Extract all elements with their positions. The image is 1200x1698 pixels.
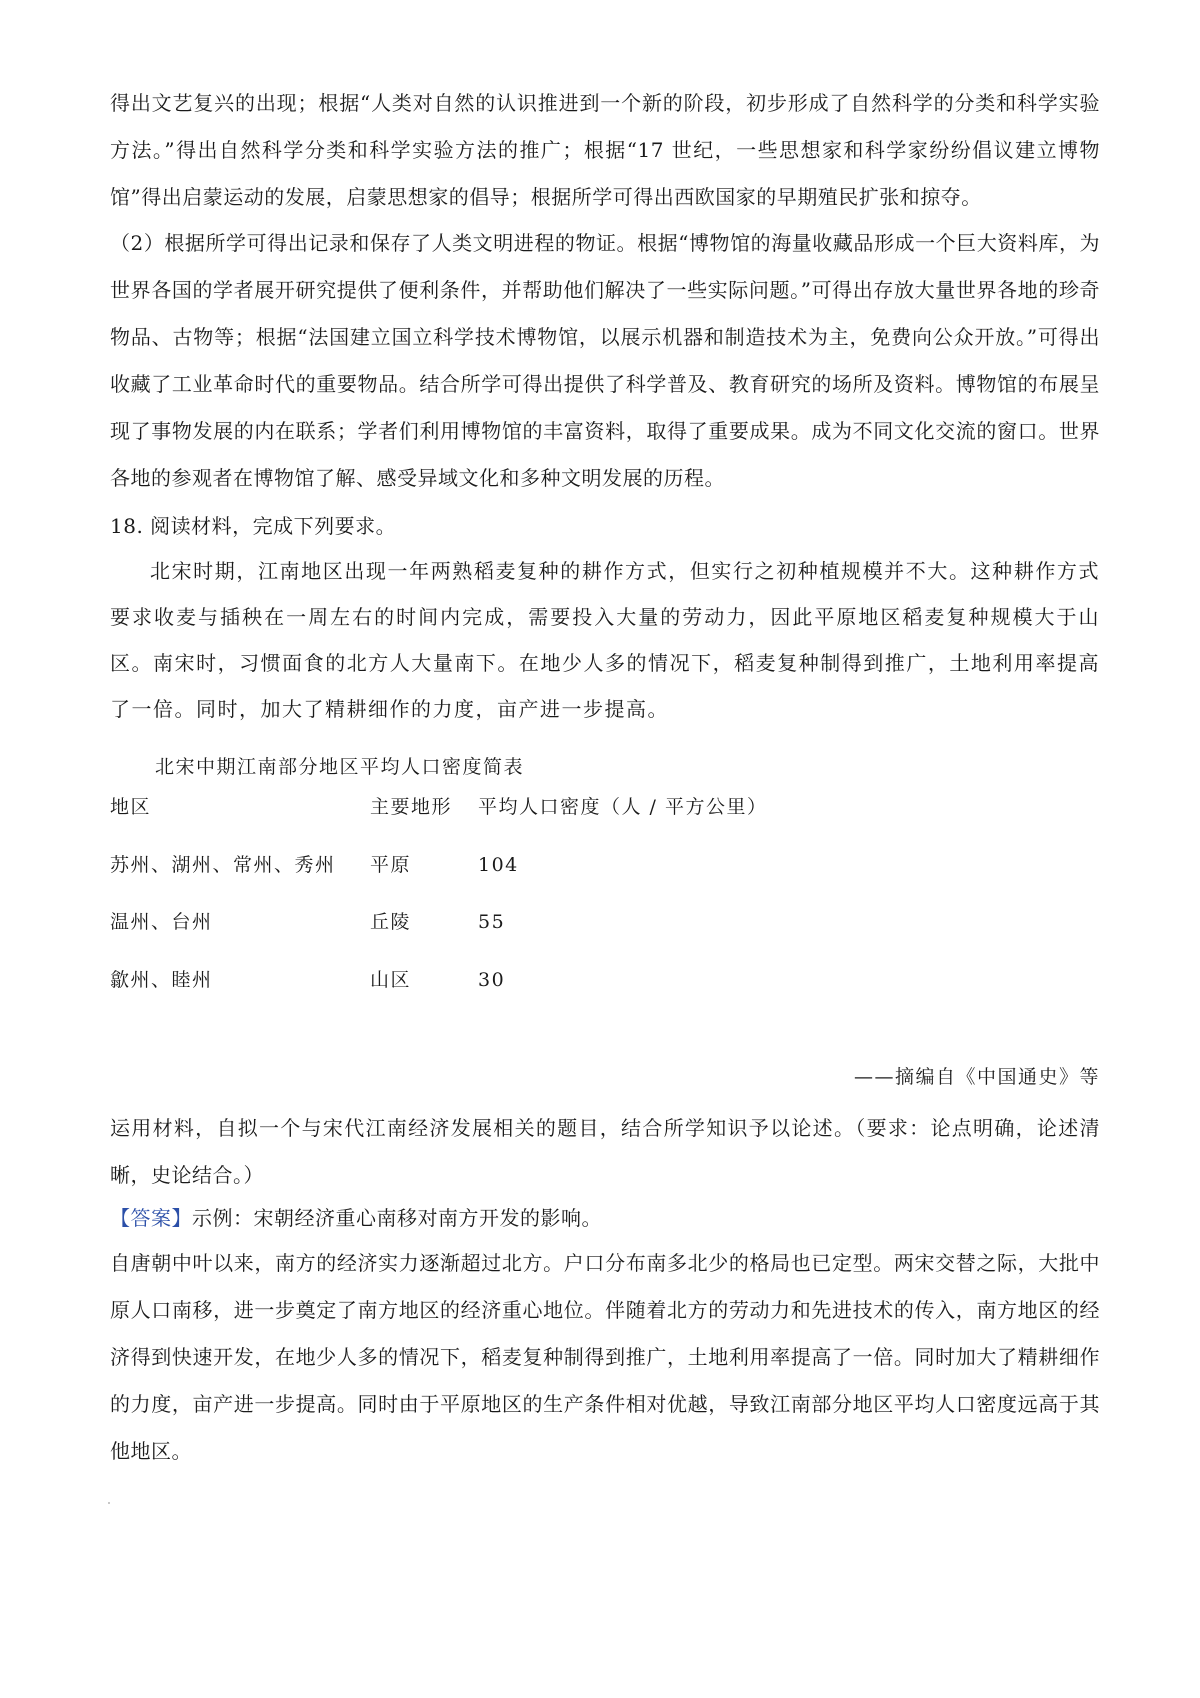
answer-body-paragraph: 自唐朝中叶以来，南方的经济实力逐渐超过北方。户口分布南多北少的格局也已定型。两宋交替之际，大批中原人口南移，进一步奠定了南方地区的经济重心地位。伴随着北方的劳动力和先进技术的传入，南方地区的经济得到快速开发，在地少人多的情况下，稻麦复种制得到推广，土地利用率提高了一倍。同时加大了精耕细作的力度，亩产进一步提高。同时由于平原地区的生产条件相对优越，导致江南部分地区平均人口密度远高于其他地区。 [110,1251,1100,1463]
answer-lead: 示例：宋朝经济重心南移对南方开发的影响。 [192,1206,602,1230]
header-region: 地区 [110,796,152,818]
answer-heading [110,1195,1100,1242]
cell-region: 苏州、湖州、常州、秀州 [110,854,336,876]
question-18-heading: 18. 阅读材料，完成下列要求。 [110,514,397,538]
material-paragraph: 北宋时期，江南地区出现一年两熟稻麦复种的耕作方式，但实行之初种植规模并不大。这种耕作方式要求收麦与插秧在一周左右的时间内完成，需要投入大量的劳动力，因此平原地区稻麦复种规模大于山区。南宋时，习惯面食的北方人大量南下。在地少人多的情况下，稻麦复种制得到推广，土地利用率提高了一倍。同时，加大了精耕细作的力度，亩产进一步提高。 [110,559,1100,721]
cell-density: 30 [478,969,506,991]
header-terrain: 主要地形 [370,796,453,818]
cell-terrain: 丘陵 [370,911,412,933]
cell-terrain: 山区 [370,969,412,991]
cell-terrain: 平原 [370,854,412,876]
cell-density: 55 [478,911,506,933]
table-row [110,907,1010,937]
table-title: 北宋中期江南部分地区平均人口密度简表 [155,756,525,778]
answer-part-2-paragraph: （2）根据所学可得出记录和保存了人类文明进程的物证。根据“博物馆的海量收藏品形成一个巨大资料库，为世界各国的学者展开研究提供了便利条件，并帮助他们解决了一些实际问题。”可得出存放大量世界各地的珍奇物品、古物等；根据“法国建立国立科学技术博物馆，以展示机器和制造技术为主，免费向公众开放。”可得出收藏了工业革命时代的重要物品。结合所学可得出提供了科学普及、教育研究的场所及资料。博物馆的布展呈现了事物发展的内在联系；学者们利用博物馆的丰富资料，取得了重要成果。成为不同文化交流的窗口。世界各地的参观者在博物馆了解、感受异域文化和多种文明发展的历程。 [110,231,1100,490]
cell-density: 104 [478,854,519,876]
cell-region: 温州、台州 [110,911,213,933]
answer-continuation-paragraph: 得出文艺复兴的出现；根据“人类对自然的认识推进到一个新的阶段，初步形成了自然科学的分类和科学实验方法。”得出自然科学分类和科学实验方法的推广；根据“17 世纪，一些思想家和科学家纷纷倡议建立博物馆”得出启蒙运动的发展，启蒙思想家的倡导；根据所学可得出西欧国家的早期殖民扩张和掠夺。 [110,91,1100,209]
table-row [110,850,1010,880]
table-header-row [110,792,1010,822]
material-source: ——摘编自《中国通史》等 [853,1066,1100,1088]
header-density: 平均人口密度（人 / 平方公里） [478,796,768,818]
scan-dot [108,1502,110,1504]
answer-tag: 【答案】 [110,1206,192,1230]
table-row [110,965,1010,995]
question-requirement: 运用材料，自拟一个与宋代江南经济发展相关的题目，结合所学知识予以论述。（要求：论点明确，论述清晰，史论结合。） [110,1116,1100,1187]
cell-region: 歙州、睦州 [110,969,213,991]
